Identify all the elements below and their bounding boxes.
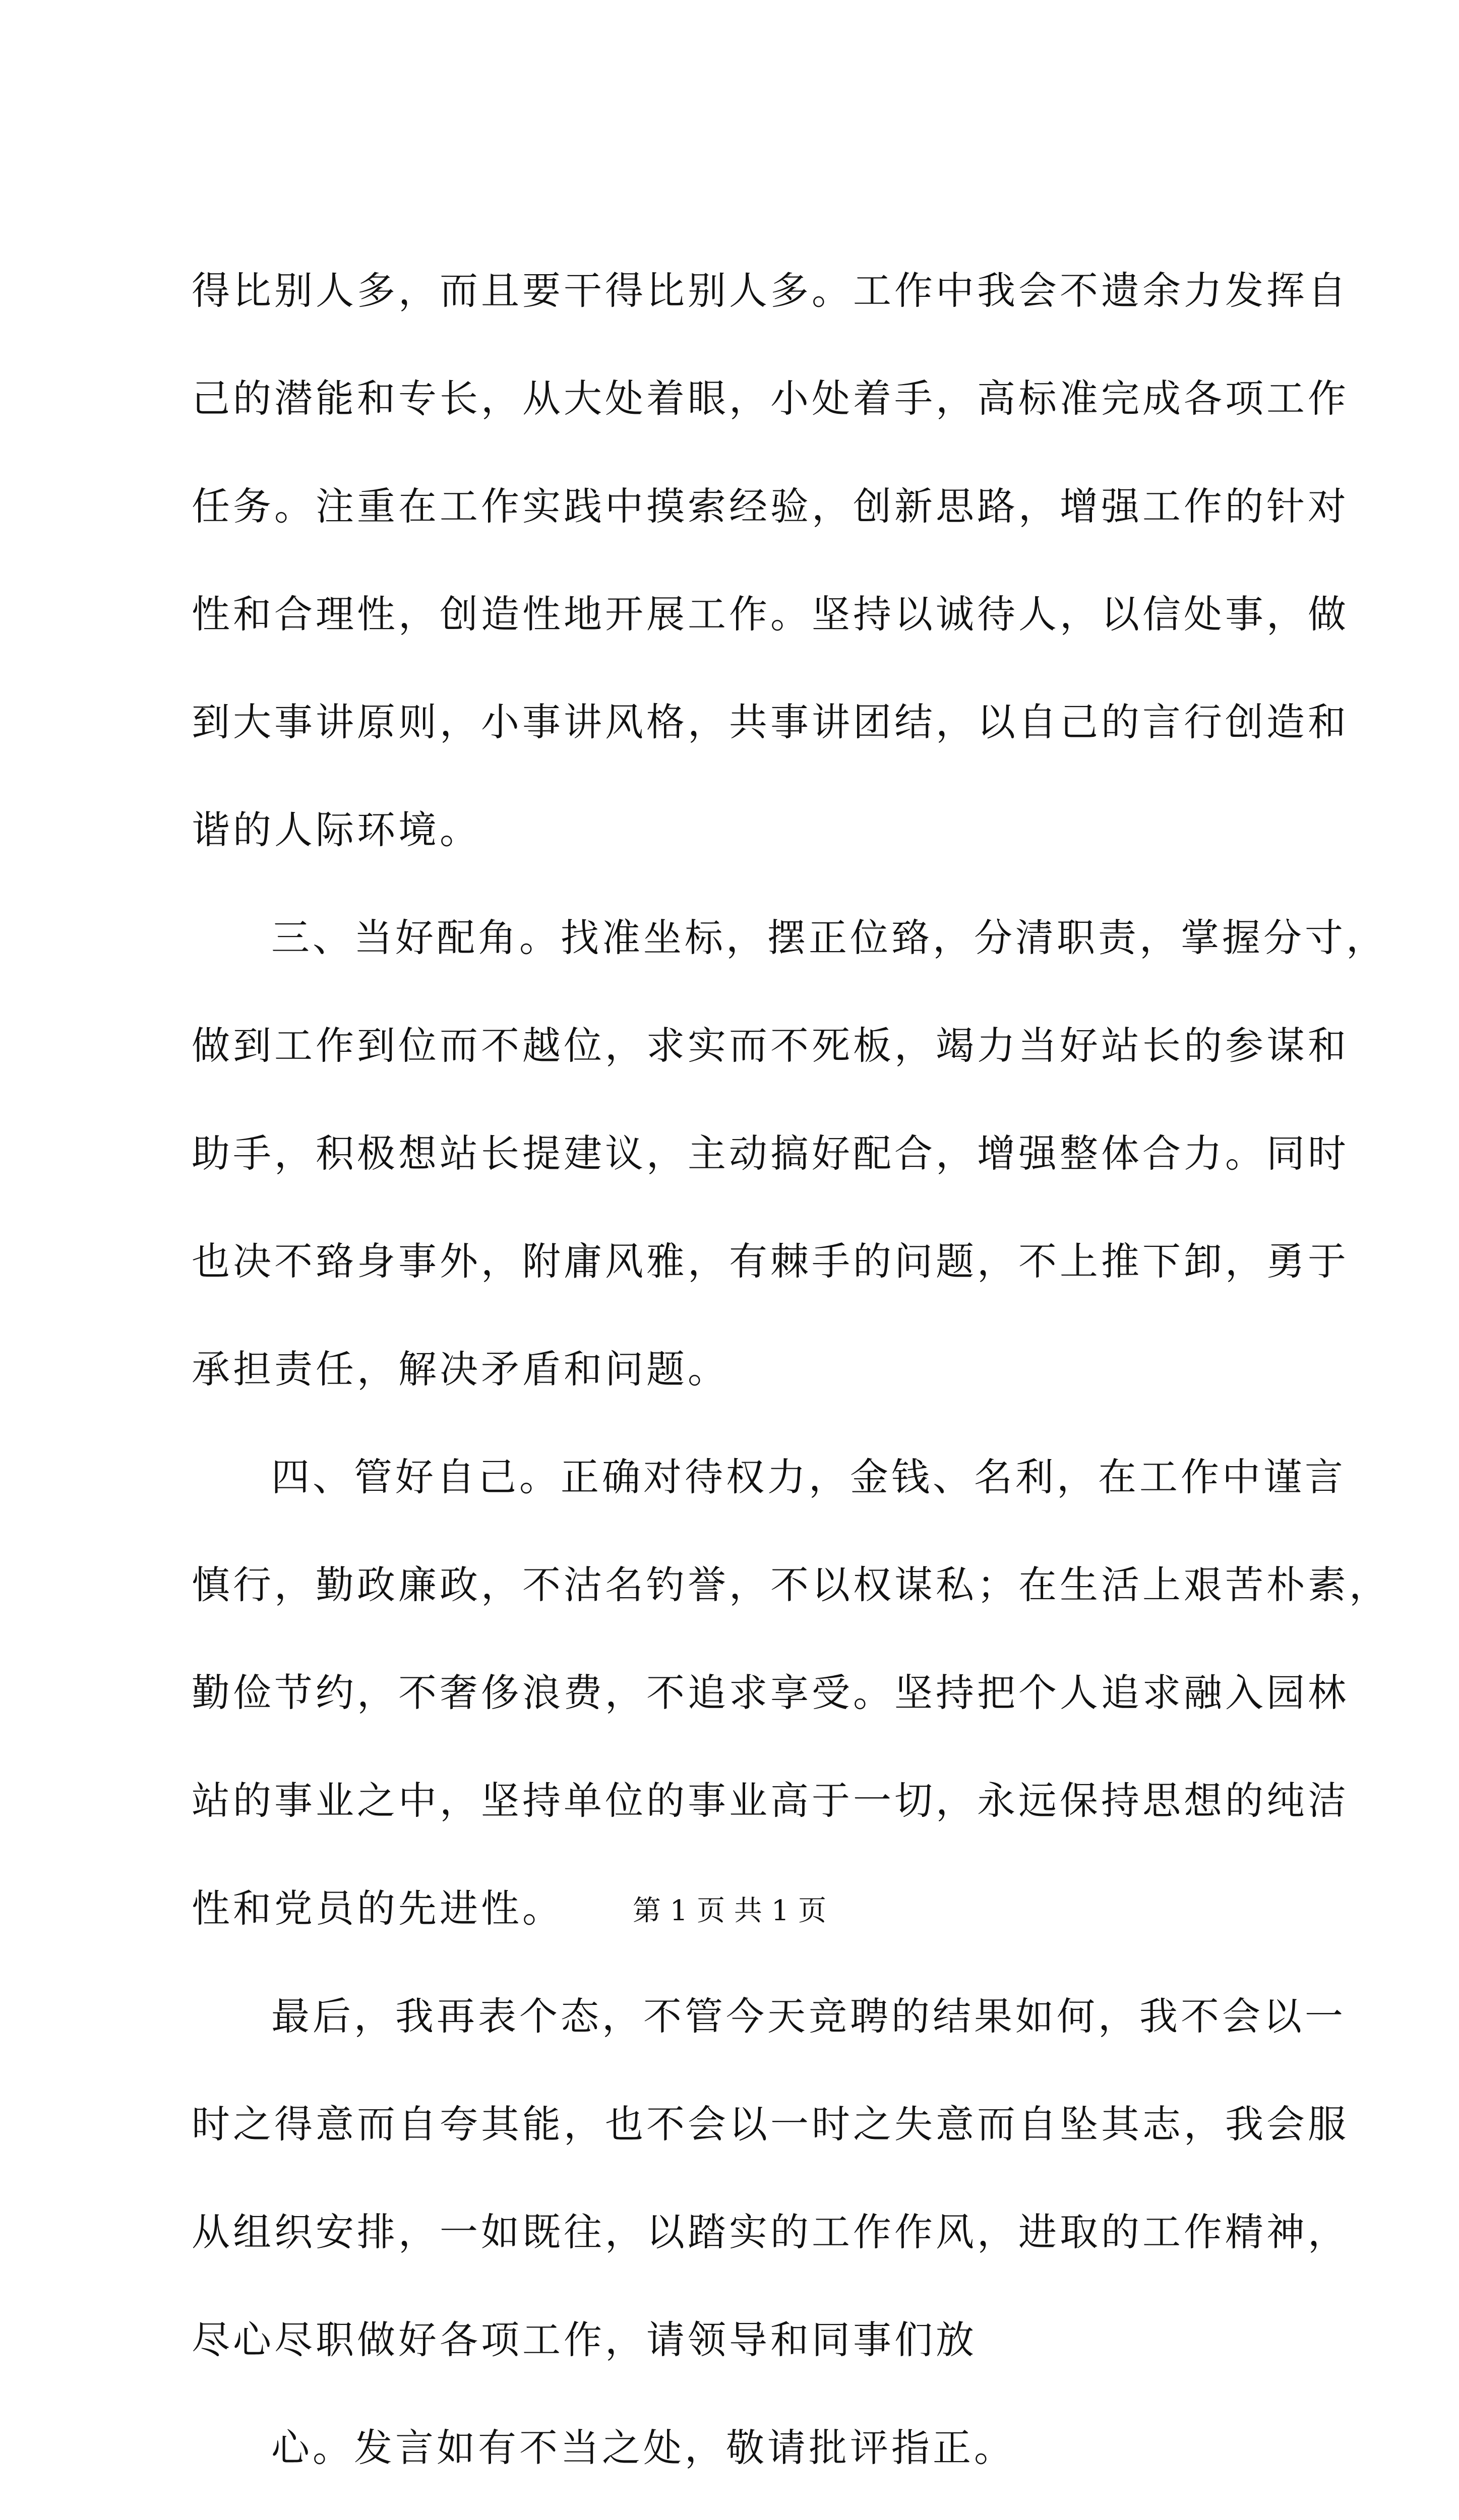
text-line: 站的事业之中，坚持单位的事业高于一切，永远保持思想的纯洁 [192, 1778, 1349, 1823]
text-line: 己的潜能和专长，从大处着眼，小处着手，高标准完成各项工作 [192, 376, 1349, 421]
text-line: 时之得意而自夸其能，也不会以一时之失意而自坠其志，我会服 [192, 2102, 1349, 2147]
text-line: 得比别人多，而且要干得比别人多。工作中我会不遗余力发挥自 [192, 268, 1349, 313]
text-line: 尽心尽职做好各项工作，请领导和同事们放 [192, 2317, 977, 2362]
text-line: 承担责任，解决矛盾和问题。 [192, 1347, 729, 1392]
paragraph-start-line: 最后，我再表个态，不管今天竞聘的结果如何，我不会以一 [271, 1994, 1346, 2039]
text-line: 做到工作到位而不越位，求实而不死板，竭力当好站长的参谋和 [192, 1023, 1349, 1068]
paragraph-start-line: 三、当好配角。找准坐标，摆正位臵，分清职责，掌握分寸， [271, 915, 1387, 960]
text-line: 也决不臵身事外，附庸风雅，有棘手的问题，不上推下卸，勇于 [192, 1239, 1349, 1284]
text-line: 性和合理性，创造性地开展工作。坚持以诚待人，以信处事，做 [192, 592, 1349, 637]
document-body [192, 262, 1390, 2520]
text-line: 从组织安排，一如既往，以踏实的工作作风，进取的工作精神， [192, 2210, 1349, 2254]
text-line: 性和党员的先进性。 [192, 1886, 564, 1931]
text-line: 助手，积极想站长提建议，主动搞好配合，增强整体合力。同时 [192, 1131, 1349, 1176]
page-footer: 第 1 页 共 1 页 [632, 1895, 827, 1927]
text-line: 到大事讲原则，小事讲风格，共事讲团结，以自己的言行创造和 [192, 700, 1349, 744]
text-line: 任务。注重在工作实践中摸索经验，创新思路，增强工作的针对 [192, 484, 1349, 529]
paragraph-start-line: 四、管好自己。正确对待权力，金钱、名利，在工作中谨言 [271, 1455, 1346, 1499]
text-line: 勤俭节约，不奢侈浪费，不追求享受。坚持把个人追求融入园林 [192, 1670, 1349, 1715]
paragraph-start-line: 心。发言如有不当之处，敬请批评指正。 [271, 2425, 1015, 2470]
text-line: 谐的人际环境。 [192, 807, 481, 852]
text-line: 慎行，勤政廉政，不沽名钓誉，不以权谋私；在生活上艰苦朴素， [192, 1562, 1390, 1607]
